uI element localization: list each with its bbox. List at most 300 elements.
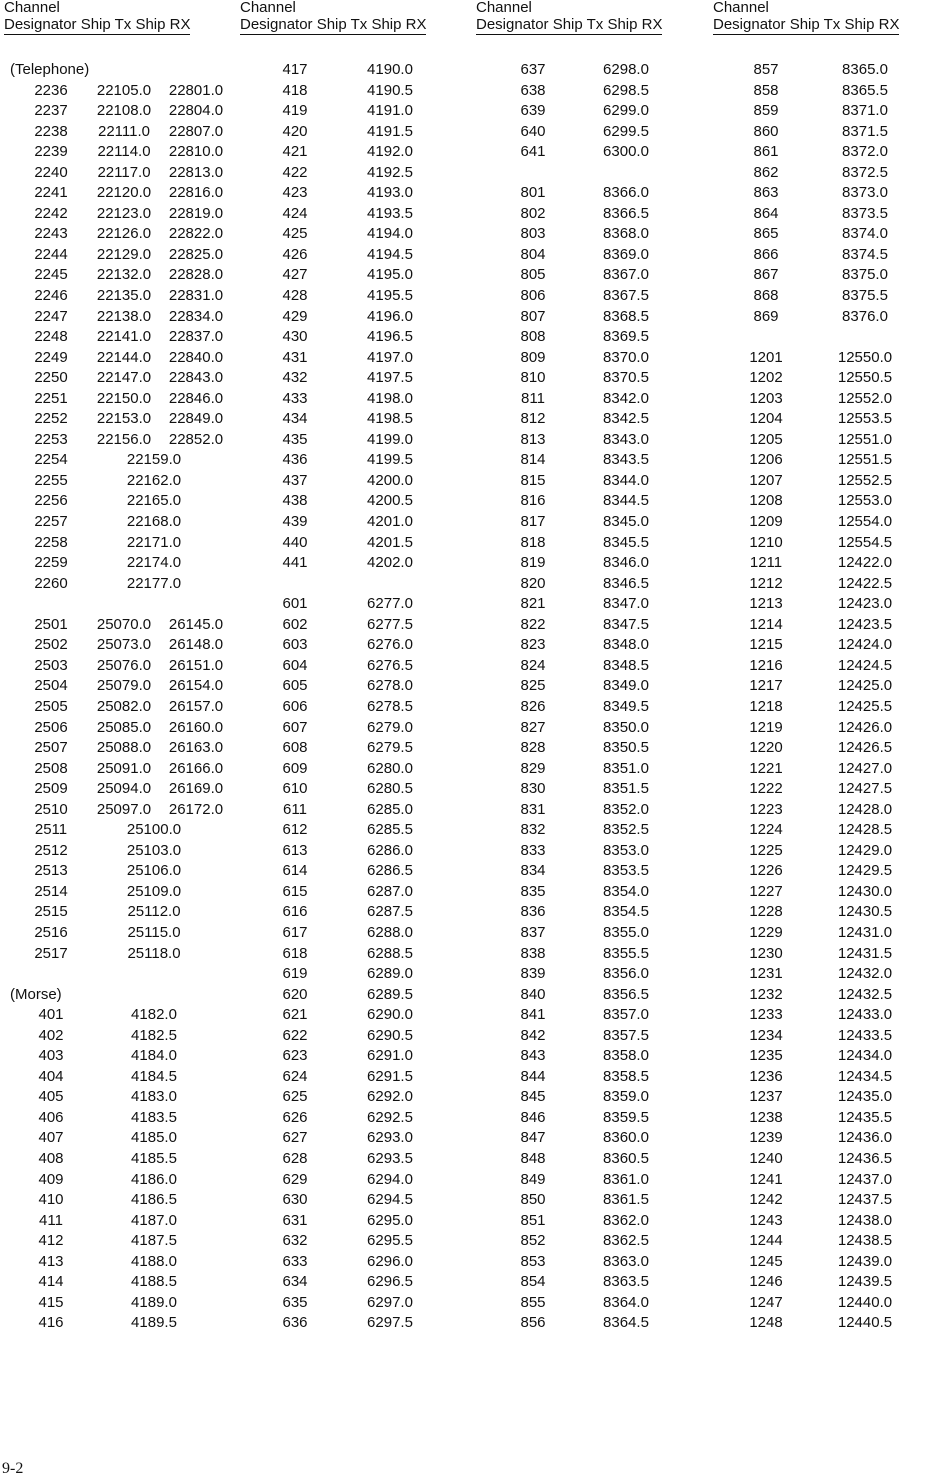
channel-designator: 863 xyxy=(753,184,779,202)
channel-designator: 431 xyxy=(282,348,308,366)
table-row xyxy=(476,1026,716,1047)
channel-designator: 837 xyxy=(520,923,546,941)
table-row xyxy=(476,820,716,841)
channel-designator: 1222 xyxy=(749,780,783,798)
ship-tx: 8363.5 xyxy=(603,1273,649,1291)
ship-tx: 4192.5 xyxy=(367,163,413,181)
table-row xyxy=(476,697,716,718)
channel-designator: 420 xyxy=(282,122,308,140)
ship-rx: 26148.0 xyxy=(168,636,224,654)
spacer-row xyxy=(713,327,932,348)
channel-designator: 2245 xyxy=(34,266,68,284)
ship-tx: 6277.0 xyxy=(367,595,413,613)
ship-tx: 8372.0 xyxy=(842,143,888,161)
channel-designator: 608 xyxy=(282,739,308,757)
table-row xyxy=(476,861,716,882)
channel-designator: 859 xyxy=(753,102,779,120)
channel-designator: 409 xyxy=(38,1170,64,1188)
ship-tx: 22111.0 xyxy=(98,122,150,140)
table-row xyxy=(4,389,244,410)
ship-tx: 12424.0 xyxy=(837,636,893,654)
ship-tx: 6298.0 xyxy=(603,61,649,78)
channel-designator: 634 xyxy=(282,1273,308,1291)
column-header-line2: Designator Ship Tx Ship RX xyxy=(476,16,663,33)
table-row xyxy=(240,1252,480,1273)
channel-designator: 849 xyxy=(520,1170,546,1188)
table-row xyxy=(476,389,716,410)
table-row xyxy=(4,697,244,718)
table-row xyxy=(4,676,244,697)
table-row xyxy=(476,1128,716,1149)
ship-tx: 8366.5 xyxy=(603,204,649,222)
ship-tx: 12440.5 xyxy=(837,1314,893,1332)
channel-designator: 854 xyxy=(520,1273,546,1291)
ship-tx: 4198.0 xyxy=(367,389,413,407)
channel-designator: 846 xyxy=(520,1108,546,1126)
table-row xyxy=(713,265,932,286)
table-row xyxy=(4,944,244,965)
ship-tx: 8368.5 xyxy=(603,307,649,325)
channel-designator: 1212 xyxy=(749,574,783,592)
table-row xyxy=(713,820,932,841)
ship-tx: 12551.0 xyxy=(837,430,893,448)
table-row xyxy=(240,902,480,923)
table-row xyxy=(476,964,716,985)
table-row xyxy=(713,101,932,122)
ship-tx: 6276.5 xyxy=(367,656,413,674)
ship-tx: 4201.5 xyxy=(367,533,413,551)
table-row xyxy=(240,820,480,841)
ship-tx: 6294.0 xyxy=(367,1170,413,1188)
ship-tx: 22105.0 xyxy=(96,81,152,99)
table-row xyxy=(476,430,716,451)
channel-designator: 836 xyxy=(520,903,546,921)
ship-frequency: 4188.0 xyxy=(131,1252,177,1270)
ship-tx: 4199.0 xyxy=(367,430,413,448)
table-row xyxy=(240,245,480,266)
table-row xyxy=(4,1252,244,1273)
table-row xyxy=(713,1005,932,1026)
channel-designator: 411 xyxy=(39,1211,63,1229)
table-row xyxy=(240,533,480,554)
table-row xyxy=(476,553,716,574)
ship-frequency: 4187.0 xyxy=(131,1211,177,1229)
ship-tx: 4190.5 xyxy=(367,81,413,99)
ship-tx: 22114.0 xyxy=(97,143,151,161)
table-row xyxy=(713,1190,932,1211)
ship-tx: 12550.5 xyxy=(837,369,893,387)
channel-designator: 803 xyxy=(520,225,546,243)
table-row xyxy=(240,553,480,574)
ship-tx: 12425.5 xyxy=(837,697,893,715)
ship-tx: 6279.5 xyxy=(367,739,413,757)
ship-frequency: 4187.5 xyxy=(131,1232,177,1250)
table-row xyxy=(4,327,244,348)
ship-tx: 6288.5 xyxy=(367,944,413,962)
table-row xyxy=(4,1211,244,1232)
channel-designator: 1215 xyxy=(749,636,783,654)
channel-designator: 623 xyxy=(282,1047,308,1065)
channel-designator: 2510 xyxy=(34,800,68,818)
table-row xyxy=(4,1231,244,1252)
ship-tx: 22132.0 xyxy=(96,266,152,284)
channel-designator: 1229 xyxy=(749,923,783,941)
ship-tx: 22141.0 xyxy=(96,328,152,346)
table-row xyxy=(240,841,480,862)
channel-designator: 853 xyxy=(520,1252,546,1270)
table-row xyxy=(476,800,716,821)
table-row xyxy=(476,142,716,163)
ship-tx: 6299.5 xyxy=(603,122,649,140)
ship-rx: 26166.0 xyxy=(168,759,224,777)
table-row xyxy=(240,163,480,184)
ship-tx: 4190.0 xyxy=(367,61,413,78)
channel-designator: 2512 xyxy=(34,841,68,859)
ship-rx: 26160.0 xyxy=(168,718,224,736)
ship-frequency: 4189.0 xyxy=(131,1293,177,1311)
channel-designator: 1239 xyxy=(749,1129,783,1147)
channel-designator: 828 xyxy=(520,739,546,757)
channel-designator: 1234 xyxy=(749,1026,783,1044)
table-row xyxy=(476,122,716,143)
ship-frequency: 25118.0 xyxy=(127,944,181,962)
channel-designator: 413 xyxy=(38,1252,64,1270)
channel-designator: 2257 xyxy=(34,513,68,531)
ship-tx: 8355.5 xyxy=(603,944,649,962)
channel-designator: 848 xyxy=(520,1149,546,1167)
channel-designator: 2259 xyxy=(34,554,68,572)
table-row xyxy=(4,471,244,492)
ship-tx: 12428.5 xyxy=(837,821,893,839)
table-row xyxy=(240,409,480,430)
table-row xyxy=(4,759,244,780)
table-row xyxy=(240,327,480,348)
channel-designator: 865 xyxy=(753,225,779,243)
channel-designator: 2239 xyxy=(34,143,68,161)
table-row xyxy=(476,1005,716,1026)
table-row xyxy=(713,60,932,81)
table-row xyxy=(713,574,932,595)
channel-designator: 418 xyxy=(282,81,308,99)
ship-tx: 8356.5 xyxy=(603,985,649,1003)
channel-designator: 423 xyxy=(282,184,308,202)
channel-designator: 1248 xyxy=(749,1314,783,1332)
table-row xyxy=(4,1087,244,1108)
channel-designator: 822 xyxy=(520,615,546,633)
table-row xyxy=(240,656,480,677)
channel-designator: 1214 xyxy=(749,615,783,633)
table-row xyxy=(713,718,932,739)
table-row xyxy=(476,224,716,245)
ship-tx: 12432.0 xyxy=(837,965,893,983)
ship-tx: 8353.0 xyxy=(603,841,649,859)
channel-designator: 624 xyxy=(282,1067,308,1085)
channel-designator: 2513 xyxy=(34,862,68,880)
table-row xyxy=(476,1108,716,1129)
column-header-line1: Channel xyxy=(4,0,60,16)
ship-tx: 12439.5 xyxy=(837,1273,893,1291)
table-row xyxy=(476,1252,716,1273)
ship-tx: 25073.0 xyxy=(96,636,152,654)
channel-designator: 627 xyxy=(282,1129,308,1147)
ship-rx: 26154.0 xyxy=(168,677,224,695)
channel-designator: 405 xyxy=(38,1088,64,1106)
ship-tx: 25085.0 xyxy=(96,718,152,736)
channel-designator: 2244 xyxy=(34,245,68,263)
table-row xyxy=(713,204,932,225)
ship-tx: 22117.0 xyxy=(97,163,151,181)
channel-designator: 638 xyxy=(520,81,546,99)
channel-designator: 866 xyxy=(753,245,779,263)
ship-frequency: 22165.0 xyxy=(126,492,182,510)
ship-tx: 8349.0 xyxy=(603,677,649,695)
channel-designator: 434 xyxy=(282,410,308,428)
channel-designator: 425 xyxy=(282,225,308,243)
channel-designator: 1208 xyxy=(749,492,783,510)
channel-designator: 1240 xyxy=(749,1149,783,1167)
table-row xyxy=(713,1067,932,1088)
channel-designator: 610 xyxy=(282,780,308,798)
ship-tx: 6291.5 xyxy=(367,1067,413,1085)
table-row xyxy=(476,1293,716,1314)
ship-tx: 4201.0 xyxy=(367,513,413,531)
ship-rx: 22846.0 xyxy=(168,389,224,407)
table-row xyxy=(476,574,716,595)
channel-designator: 860 xyxy=(753,122,779,140)
table-row xyxy=(240,1087,480,1108)
channel-designator: 867 xyxy=(753,266,779,284)
channel-designator: 823 xyxy=(520,636,546,654)
channel-designator: 1220 xyxy=(749,739,783,757)
ship-tx: 12433.0 xyxy=(837,1006,893,1024)
table-row xyxy=(4,1313,244,1334)
ship-tx: 8356.0 xyxy=(603,965,649,983)
ship-tx: 4191.5 xyxy=(367,122,413,140)
channel-designator: 622 xyxy=(282,1026,308,1044)
table-row xyxy=(240,204,480,225)
channel-designator: 816 xyxy=(520,492,546,510)
channel-designator: 839 xyxy=(520,965,546,983)
ship-tx: 8364.5 xyxy=(603,1314,649,1332)
table-row xyxy=(713,224,932,245)
channel-designator: 2258 xyxy=(34,533,68,551)
ship-tx: 12430.0 xyxy=(837,882,893,900)
channel-designator: 819 xyxy=(520,554,546,572)
channel-designator: 439 xyxy=(282,513,308,531)
ship-rx: 22837.0 xyxy=(168,328,224,346)
channel-designator: 855 xyxy=(520,1293,546,1311)
channel-designator: 2248 xyxy=(34,328,68,346)
channel-designator: 2250 xyxy=(34,369,68,387)
ship-tx: 8374.5 xyxy=(842,245,888,263)
channel-designator: 614 xyxy=(282,862,308,880)
ship-tx: 8373.0 xyxy=(842,184,888,202)
table-row xyxy=(4,122,244,143)
channel-designator: 424 xyxy=(282,204,308,222)
channel-designator: 826 xyxy=(520,697,546,715)
channel-designator: 631 xyxy=(282,1211,308,1229)
table-row xyxy=(4,142,244,163)
table-row xyxy=(240,348,480,369)
table-row xyxy=(4,81,244,102)
channel-designator: 864 xyxy=(753,204,779,222)
table-row xyxy=(240,122,480,143)
channel-designator: 832 xyxy=(520,821,546,839)
channel-designator: 825 xyxy=(520,677,546,695)
channel-designator: 842 xyxy=(520,1026,546,1044)
channel-designator: 2256 xyxy=(34,492,68,510)
table-row xyxy=(476,204,716,225)
channel-designator: 824 xyxy=(520,656,546,674)
ship-tx: 6280.5 xyxy=(367,780,413,798)
table-row xyxy=(240,1293,480,1314)
ship-tx: 4195.0 xyxy=(367,266,413,284)
ship-frequency: 25112.0 xyxy=(127,903,181,921)
table-row xyxy=(240,676,480,697)
ship-tx: 6299.0 xyxy=(603,102,649,120)
channel-designator: 804 xyxy=(520,245,546,263)
table-row xyxy=(713,122,932,143)
table-row xyxy=(240,183,480,204)
table-row xyxy=(476,348,716,369)
table-row xyxy=(4,882,244,903)
ship-tx: 22150.0 xyxy=(96,389,152,407)
table-row xyxy=(4,265,244,286)
ship-frequency: 4183.0 xyxy=(131,1088,177,1106)
table-row xyxy=(476,307,716,328)
channel-designator: 616 xyxy=(282,903,308,921)
table-row xyxy=(4,1293,244,1314)
table-row xyxy=(240,964,480,985)
table-row xyxy=(240,1067,480,1088)
table-row xyxy=(713,800,932,821)
ship-rx: 22822.0 xyxy=(168,225,224,243)
channel-designator: 602 xyxy=(282,615,308,633)
ship-tx: 12430.5 xyxy=(837,903,893,921)
table-row xyxy=(4,1046,244,1067)
table-row xyxy=(240,759,480,780)
table-row xyxy=(713,594,932,615)
table-row xyxy=(476,779,716,800)
ship-tx: 12434.5 xyxy=(837,1067,893,1085)
table-row xyxy=(240,615,480,636)
channel-designator: 1217 xyxy=(749,677,783,695)
ship-tx: 6279.0 xyxy=(367,718,413,736)
ship-tx: 8342.0 xyxy=(603,389,649,407)
channel-designator: 606 xyxy=(282,697,308,715)
channel-designator: 1228 xyxy=(749,903,783,921)
channel-designator: 814 xyxy=(520,451,546,469)
ship-tx: 6300.0 xyxy=(603,143,649,161)
channel-designator: 2515 xyxy=(34,903,68,921)
ship-tx: 8342.5 xyxy=(603,410,649,428)
table-row xyxy=(4,204,244,225)
ship-rx: 22828.0 xyxy=(168,266,224,284)
channel-designator: 2508 xyxy=(34,759,68,777)
table-row xyxy=(4,718,244,739)
ship-tx: 8360.5 xyxy=(603,1149,649,1167)
table-row xyxy=(476,1087,716,1108)
table-row xyxy=(4,183,244,204)
ship-tx: 4198.5 xyxy=(367,410,413,428)
ship-rx: 22813.0 xyxy=(168,163,224,181)
table-row xyxy=(476,902,716,923)
table-row xyxy=(476,1313,716,1334)
table-row xyxy=(476,327,716,348)
table-row xyxy=(240,81,480,102)
section-label: (Morse) xyxy=(10,985,62,1003)
ship-tx: 4193.5 xyxy=(367,204,413,222)
ship-frequency: 4184.5 xyxy=(131,1067,177,1085)
table-row xyxy=(713,491,932,512)
channel-designator: 619 xyxy=(282,965,308,983)
ship-frequency: 4182.0 xyxy=(131,1006,177,1024)
table-row xyxy=(4,163,244,184)
table-row xyxy=(4,348,244,369)
table-row xyxy=(4,409,244,430)
ship-rx: 22819.0 xyxy=(168,204,224,222)
section-label-row xyxy=(4,60,244,81)
ship-tx: 6276.0 xyxy=(367,636,413,654)
table-row xyxy=(476,615,716,636)
table-row xyxy=(713,902,932,923)
ship-tx: 8376.0 xyxy=(842,307,888,325)
table-row xyxy=(476,923,716,944)
ship-tx: 6280.0 xyxy=(367,759,413,777)
ship-tx: 8370.5 xyxy=(603,369,649,387)
table-row xyxy=(713,861,932,882)
channel-designator: 438 xyxy=(282,492,308,510)
ship-tx: 8344.0 xyxy=(603,471,649,489)
ship-frequency: 22168.0 xyxy=(126,513,182,531)
table-row xyxy=(476,286,716,307)
section-label-row xyxy=(4,985,244,1006)
table-row xyxy=(4,224,244,245)
channel-designator: 617 xyxy=(282,923,308,941)
channel-designator: 2238 xyxy=(34,122,68,140)
table-row xyxy=(713,553,932,574)
channel-designator: 818 xyxy=(520,533,546,551)
channel-designator: 2506 xyxy=(34,718,68,736)
ship-tx: 12439.0 xyxy=(837,1252,893,1270)
channel-designator: 869 xyxy=(753,307,779,325)
table-row xyxy=(240,101,480,122)
ship-tx: 8375.0 xyxy=(842,266,888,284)
channel-designator: 845 xyxy=(520,1088,546,1106)
channel-designator: 436 xyxy=(282,451,308,469)
channel-designator: 851 xyxy=(520,1211,546,1229)
ship-tx: 4191.0 xyxy=(367,102,413,120)
ship-tx: 6296.5 xyxy=(367,1273,413,1291)
channel-designator: 401 xyxy=(38,1006,64,1024)
ship-rx: 22849.0 xyxy=(168,410,224,428)
channel-designator: 416 xyxy=(38,1314,64,1332)
channel-designator: 426 xyxy=(282,245,308,263)
table-row xyxy=(713,368,932,389)
ship-tx: 4200.5 xyxy=(367,492,413,510)
ship-tx: 8369.0 xyxy=(603,245,649,263)
table-row xyxy=(4,820,244,841)
ship-tx: 12438.0 xyxy=(837,1211,893,1229)
channel-designator: 1238 xyxy=(749,1108,783,1126)
table-row xyxy=(713,759,932,780)
table-row xyxy=(240,1026,480,1047)
channel-designator: 1219 xyxy=(749,718,783,736)
table-row xyxy=(4,800,244,821)
table-row xyxy=(240,1313,480,1334)
table-row xyxy=(476,533,716,554)
channel-designator: 2243 xyxy=(34,225,68,243)
